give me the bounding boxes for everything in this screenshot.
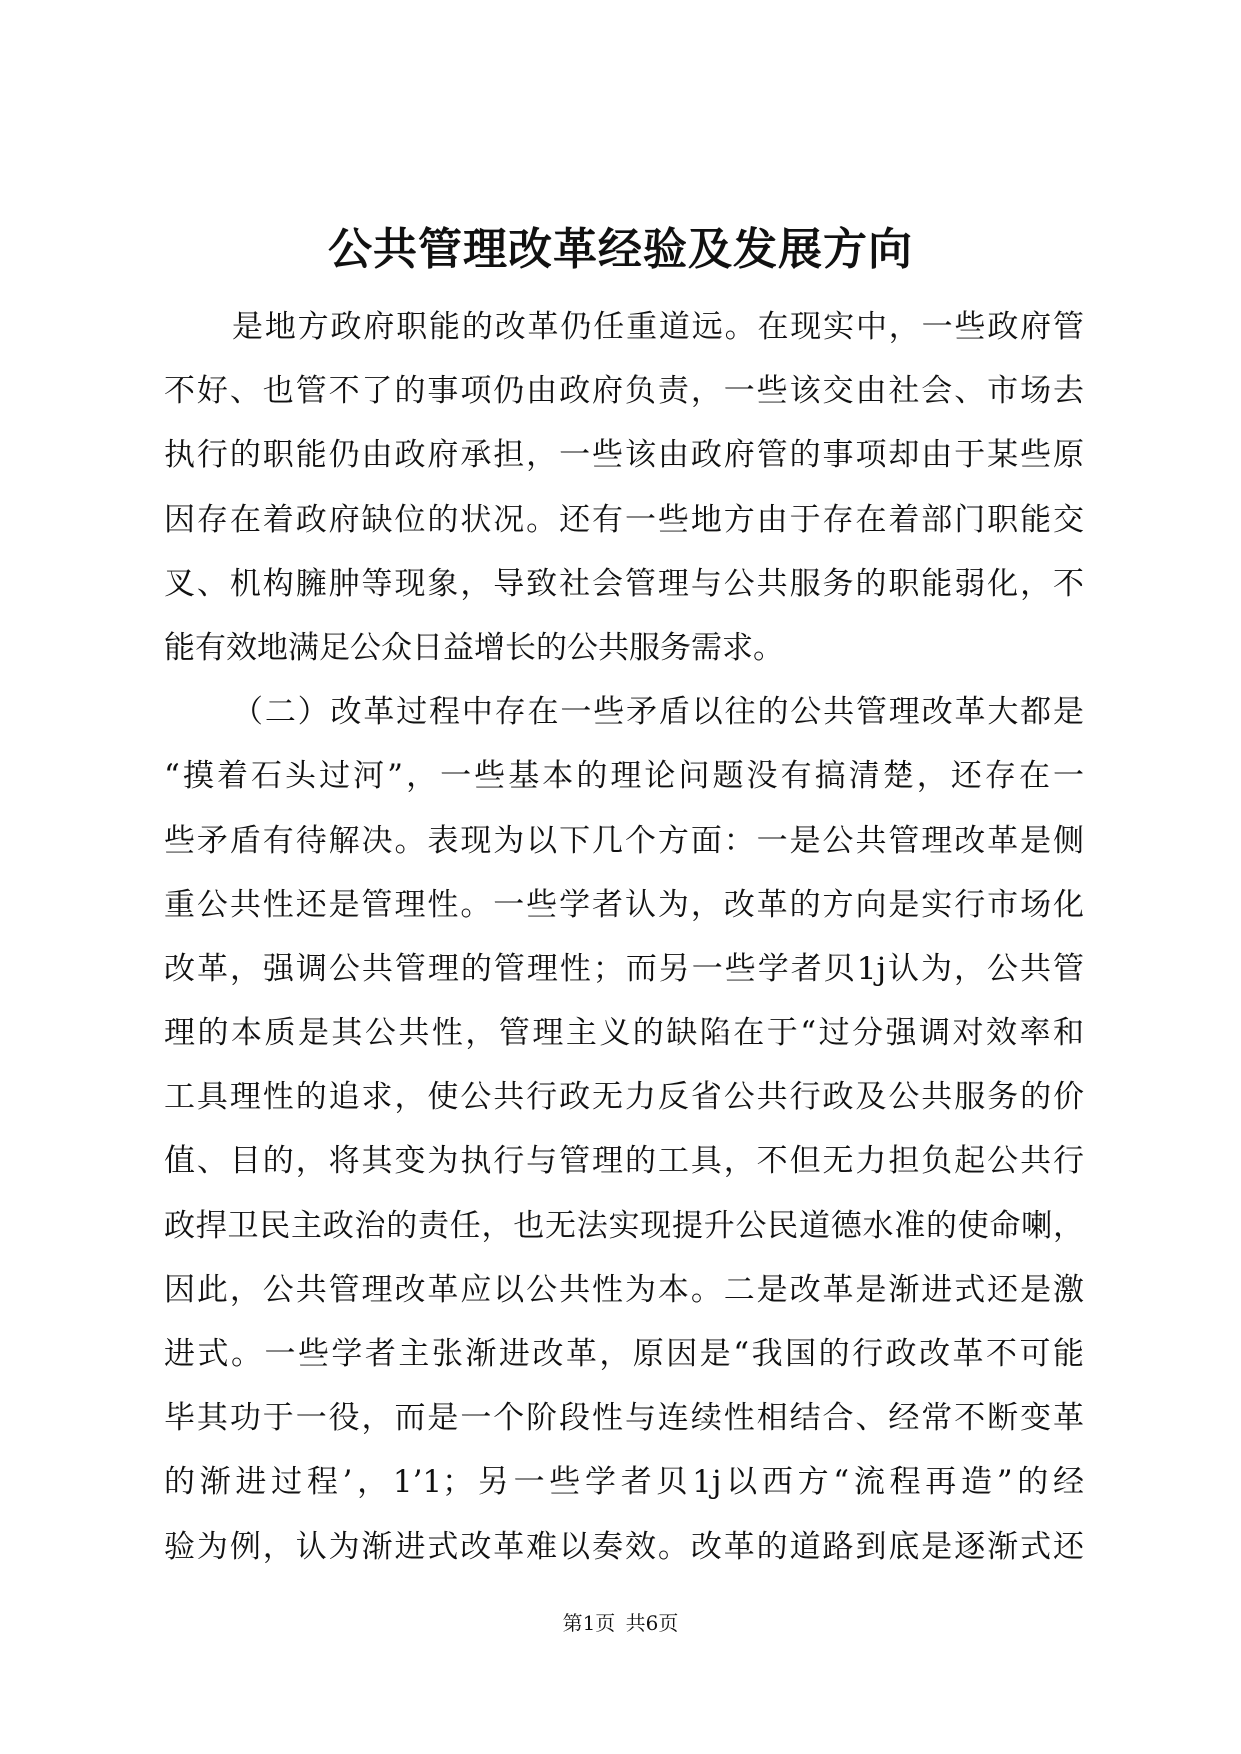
paragraph-2-line-1: （二）改革过程中存在一些矛盾以往的公共管理改革大都是 (232, 694, 1084, 731)
page-number: 第1页 (562, 1611, 616, 1635)
paragraph-2-line-3: 些矛盾有待解决。表现为以下几个方面：一是公共管理改革是侧 (164, 822, 1084, 859)
paragraph-2-line-11: 进式。一些学者主张渐进改革，原因是“我国的行政改革不可能 (164, 1336, 1084, 1372)
paragraph-1-line-6: 能有效地满足公众日益增长的公共服务需求。 (164, 629, 784, 666)
paragraph-2-line-4: 重公共性还是管理性。一些学者认为，改革的方向是实行市场化 (164, 886, 1084, 923)
paragraph-1-line-5: 叉、机构臃肿等现象，导致社会管理与公共服务的职能弱化，不 (164, 565, 1084, 602)
paragraph-2-line-10: 因此，公共管理改革应以公共性为本。二是改革是渐进式还是激 (164, 1271, 1084, 1308)
paragraph-1-line-1: 是地方政府职能的改革仍任重道远。在现实中，一些政府管 (232, 309, 1084, 345)
page-footer (0, 1610, 1241, 1636)
paragraph-2-line-8: 值、目的，将其变为执行与管理的工具，不但无力担负起公共行 (164, 1143, 1084, 1180)
document-body (164, 295, 1084, 1579)
paragraph-1-line-4: 因存在着政府缺位的状况。还有一些地方由于存在着部门职能交 (164, 501, 1084, 538)
paragraph-2-line-14: 验为例，认为渐进式改革难以奏效。改革的道路到底是逐渐式还 (164, 1528, 1084, 1565)
paragraph-2-line-12: 毕其功于一役，而是一个阶段性与连续性相结合、经常不断变革 (164, 1400, 1084, 1437)
page-total: 共6页 (625, 1611, 679, 1635)
paragraph-2-line-5: 改革，强调公共管理的管理性；而另一些学者贝1j认为，公共管 (164, 950, 1084, 987)
document-title: 公共管理改革经验及发展方向 (328, 224, 913, 275)
paragraph-2-line-7: 工具理性的追求，使公共行政无力反省公共行政及公共服务的价 (164, 1079, 1084, 1116)
paragraph-1-line-2: 不好、也管不了的事项仍由政府负责，一些该交由社会、市场去 (164, 373, 1084, 410)
paragraph-2-line-2: “摸着石头过河”，一些基本的理论问题没有搞清楚，还存在一 (164, 758, 1084, 795)
paragraph-2-line-6: 理的本质是其公共性，管理主义的缺陷在于“过分强调对效率和 (164, 1015, 1084, 1052)
paragraph-2-line-13: 的渐进过程’，1’1；另一些学者贝1j以西方“流程再造”的经 (164, 1464, 1084, 1501)
paragraph-2-line-9: 政捍卫民主政治的责任，也无法实现提升公民道德水准的使命喇， (164, 1207, 1084, 1244)
paragraph-1-line-3: 执行的职能仍由政府承担，一些该由政府管的事项却由于某些原 (164, 437, 1084, 474)
